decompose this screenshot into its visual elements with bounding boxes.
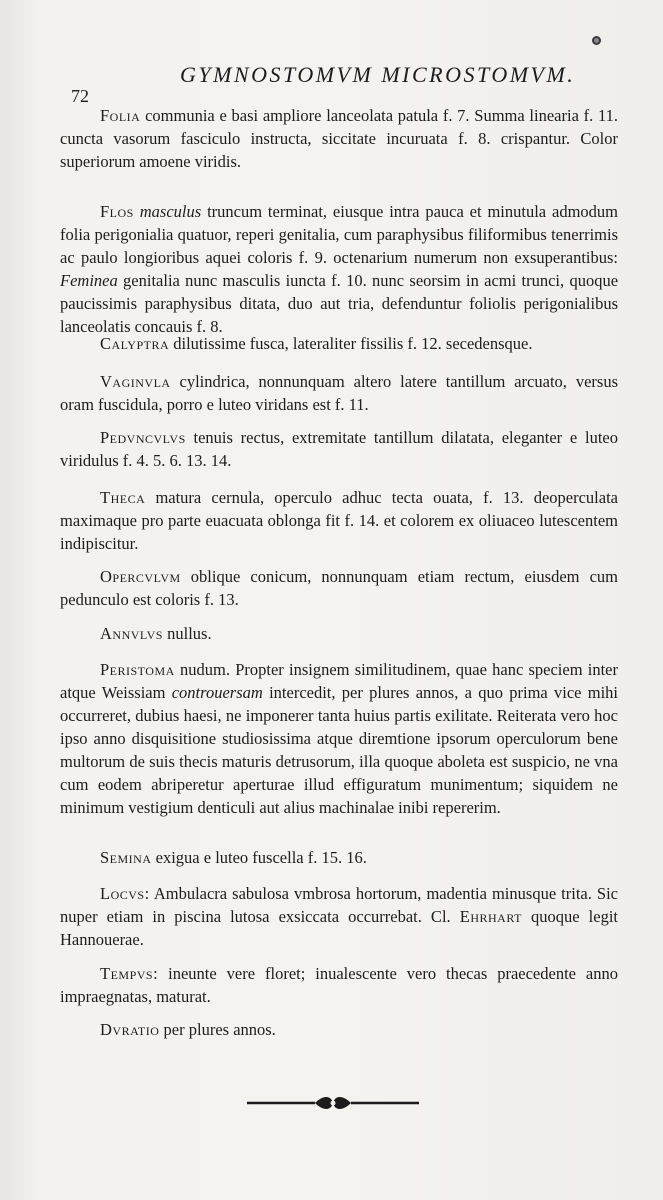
text-tempus: ineunte vere floret; inualescente vero thecas praecedente anno impraegnatas, maturat. — [60, 964, 618, 1006]
paragraph-locus — [60, 882, 618, 951]
term-calyptra: Calyptra — [100, 334, 170, 353]
running-head: GYMNOSTOMVM MICROSTOMVM. — [180, 62, 576, 87]
paragraph-duratio — [60, 1018, 618, 1041]
text-theca: matura cernula, operculo adhuc tecta ouata, f. 13. deoperculata maximaque pro parte euacuata oblonga fit f. 14. et colorem ex oliuaceo lutescentem indipiscitur. — [60, 488, 618, 553]
paragraph-flos — [60, 200, 618, 338]
printer-dot-mark — [592, 36, 601, 45]
term-locus: Locvs: — [100, 884, 150, 903]
term-folia: Folia — [100, 106, 141, 125]
term-vaginula: Vaginvla — [100, 372, 171, 391]
paragraph-annulus — [60, 622, 618, 645]
paragraph-theca — [60, 486, 618, 555]
text-operculum: oblique conicum, nonnunquam etiam rectum, eiusdem cum pedunculo est coloris f. 13. — [60, 567, 618, 609]
page-number: 72 — [71, 86, 89, 106]
text-duratio: per plures annos. — [163, 1020, 276, 1039]
term-annulus: Annvlvs — [100, 624, 163, 643]
paragraph-calyptra — [60, 332, 618, 355]
italic-controuersam: controuersam — [171, 683, 263, 702]
text-pedunculus: tenuis rectus, extremitate tantillum dilatata, eleganter e luteo viridulus f. 4. 5. 6. 13. 14. — [60, 428, 618, 470]
text-calyptra: dilutissime fusca, lateraliter fissilis f. 12. secedensque. — [173, 334, 533, 353]
text-annulus: nullus. — [167, 624, 212, 643]
term-flos: Flos — [100, 202, 134, 221]
ornament-rule-icon — [245, 1092, 421, 1114]
term-peristoma: Peristoma — [100, 660, 175, 679]
paragraph-semina — [60, 846, 618, 869]
paragraph-peristoma — [60, 658, 618, 819]
term-duratio: Dvratio — [100, 1020, 160, 1039]
text-peristoma-1: nudum. Propter insignem similitudinem, quae hanc speciem inter atque Weissiam — [60, 660, 619, 702]
paragraph-folia — [60, 104, 618, 173]
text-flos-2: genitalia nunc masculis iuncta f. 10. nunc seorsim in acmi trunci, quoque paucissimis paraphysibus ditata, duo aut tria, defenduntur foliolis perigonialibus lanceolatis concauis f. 8. — [60, 271, 619, 336]
text-vaginula: cylindrica, nonnunquam altero latere tantillum arcuato, versus oram fuscidula, porro e luteo viridans est f. 11. — [60, 372, 618, 414]
paragraph-operculum — [60, 565, 618, 611]
text-folia: communia e basi ampliore lanceolata patula f. 7. Summa linearia f. 11. cuncta vasorum fasciculo instructa, siccitate incuruata f. 8. crispantur. Color superiorum amoene viridis. — [60, 106, 618, 171]
text-peristoma-2: intercedit, per plures annos, a quo prima vice mihi occurreret, dubius haesi, ne imponerer tanta huius partis exilitate. Reiterata vero hoc ipso anno disquisitione studiosissima atque diremtione ipsorum operculorum bene multorum de suis thecis maturis detrusorum, illa quoque aboleta est suspicio, ne vna cum eodem abriperetur aperturae illud effiguratum munimentum; siquidem ne minimum vestigium denticuli aut alius machinalae inibi repererim. — [60, 683, 619, 817]
paragraph-tempus — [60, 962, 618, 1008]
paragraph-pedunculus — [60, 426, 618, 472]
text-locus-1: Ambulacra sabulosa vmbrosa hortorum, madentia minusque trita. Sic nuper etiam in piscina lutosa exsiccata occurrebat. Cl. — [60, 884, 618, 926]
italic-feminea: Feminea — [60, 271, 118, 290]
text-semina: exigua e luteo fuscella f. 15. 16. — [155, 848, 367, 867]
term-pedunculus: Pedvncvlvs — [100, 428, 186, 447]
term-theca: Theca — [100, 488, 146, 507]
italic-masculus: masculus — [139, 202, 202, 221]
paragraph-vaginula — [60, 370, 618, 416]
text-flos-1: truncum terminat, eiusque intra pauca et minutula admodum folia perigonialia quatuor, reperi genitalia, cum paraphysibus filiformibus tenerrimis ac paulo longioribus aquei coloris f. 9. octenarium numerum non exsuperantibus: — [60, 202, 619, 267]
text-locus-2: quoque legit Hannouerae. — [60, 907, 618, 949]
name-ehrhart: Ehrhart — [459, 907, 522, 926]
term-tempus: Tempvs: — [100, 964, 159, 983]
term-semina: Semina — [100, 848, 152, 867]
term-operculum: Opercvlvm — [100, 567, 181, 586]
